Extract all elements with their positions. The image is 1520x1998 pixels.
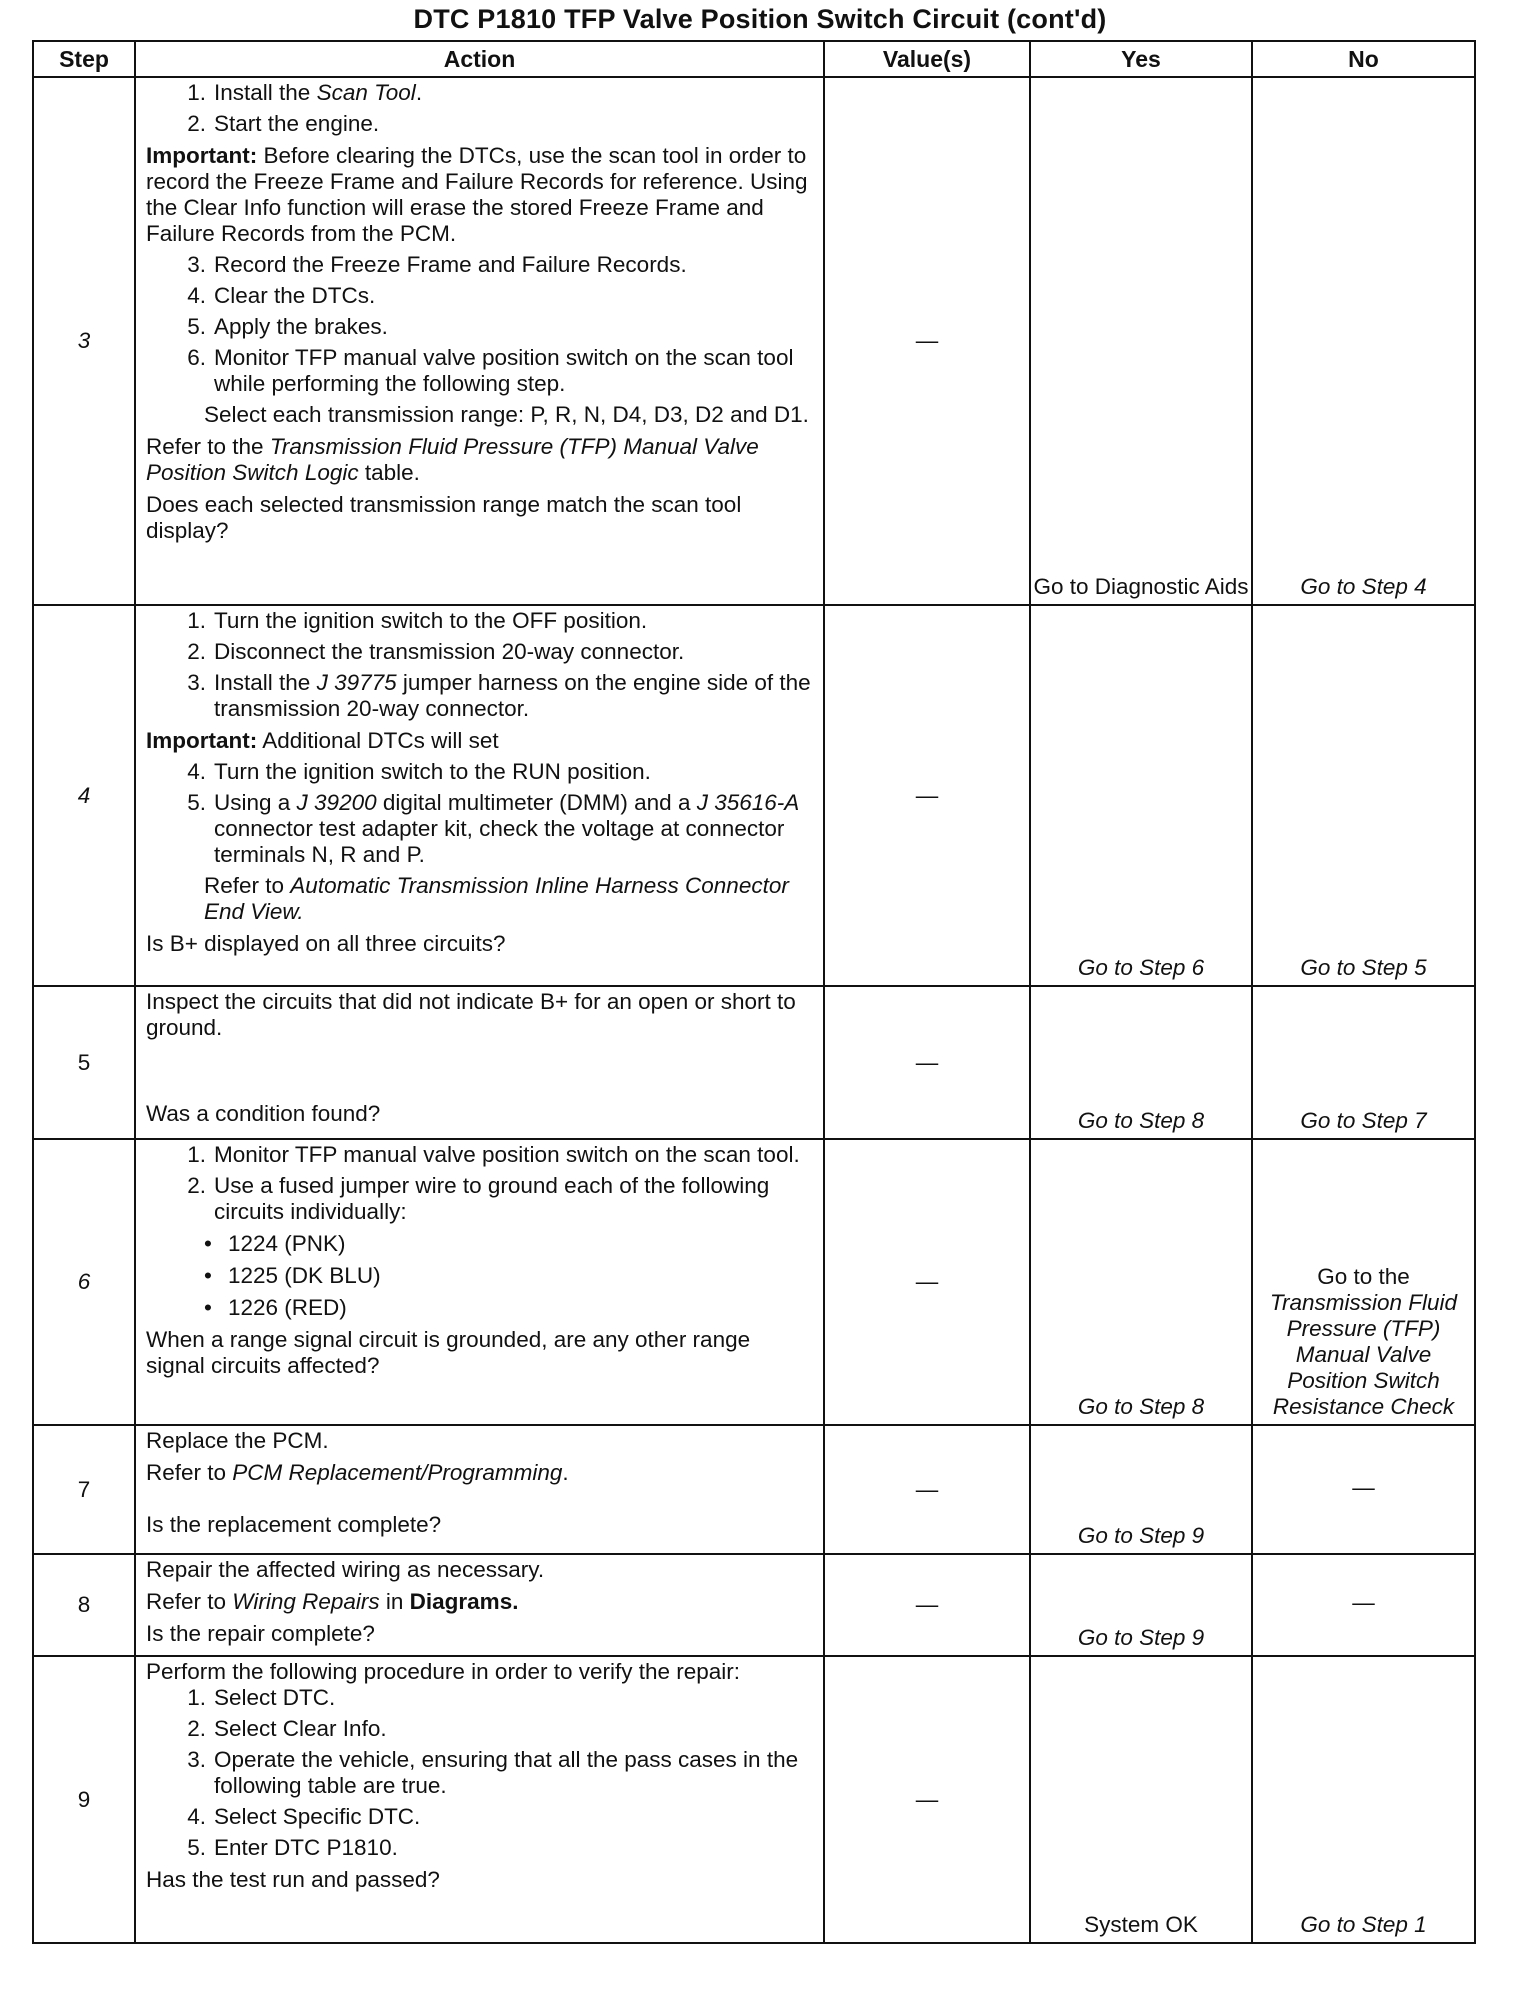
- yes-cell: Go to Step 9: [1030, 1425, 1252, 1554]
- yes-cell: Go to Diagnostic Aids: [1030, 77, 1252, 605]
- action-cell: 1. Install the Scan Tool. 2. Start the engine. Important: Before clearing the DTCs, use the scan tool in order to record the Freeze Frame and Failure Records for reference. Using the Clear Info function will erase the stored Freeze Frame and Failure Records from the PCM. 3. Record the Freeze Frame and Failure Records. 4. Clear the DTCs. 5. Apply the brakes. 6. Monitor TFP manual valve position switch on the scan tool while performing the following step. Select each transmission range: P, R, N, D4, D3, D2 and D1. Refer to the Transmission Fluid Pressure (TFP) Manual Valve Position Switch Logic table. Does each selected transmission range match the scan tool display?: [135, 77, 824, 605]
- action-cell: Perform the following procedure in order to verify the repair: 1. Select DTC. 2. Select Clear Info. 3. Operate the vehicle, ensuring that all the pass cases in the following table are true. 4. Select Specific DTC. 5. Enter DTC P1810. Has the test run and passed?: [135, 1656, 824, 1943]
- no-cell: —: [1252, 1425, 1475, 1554]
- header-action: Action: [135, 41, 824, 77]
- action-cell: Repair the affected wiring as necessary. Refer to Wiring Repairs in Diagrams. Is the repair complete?: [135, 1554, 824, 1656]
- diagnostic-table: [32, 40, 1476, 1944]
- action-cell: Inspect the circuits that did not indicate B+ for an open or short to ground. Was a condition found?: [135, 986, 824, 1139]
- list-item: • 1225 (DK BLU): [204, 1263, 381, 1288]
- header-row: [33, 41, 1475, 77]
- no-cell: Go to Step 4: [1252, 77, 1475, 605]
- value-cell: —: [824, 986, 1030, 1139]
- table-row-step-4: [33, 605, 1475, 986]
- question-text: When a range signal circuit is grounded, are any other range signal circuits affected?: [146, 1327, 751, 1378]
- step-number: 6: [33, 1139, 135, 1425]
- step-number: 4: [33, 605, 135, 986]
- no-cell: Go to Step 1: [1252, 1656, 1475, 1943]
- yes-cell: System OK: [1030, 1656, 1252, 1943]
- page-title: DTC P1810 TFP Valve Position Switch Circuit (cont'd): [413, 4, 1107, 34]
- list-item: • 1224 (PNK): [204, 1231, 346, 1256]
- value-cell: —: [824, 1425, 1030, 1554]
- question-text: Is the repair complete?: [146, 1621, 375, 1646]
- step-number: 9: [33, 1656, 135, 1943]
- yes-cell: Go to Step 8: [1030, 1139, 1252, 1425]
- action-cell: 1. Monitor TFP manual valve position switch on the scan tool. 2. Use a fused jumper wire to ground each of the following circuits individually: • 1224 (PNK) • 1225 (DK BLU) • 1226 (RED) When a range signal circuit is grounded, are any other range signal circuits affected?: [135, 1139, 824, 1425]
- no-cell: —: [1252, 1554, 1475, 1656]
- step-number: 7: [33, 1425, 135, 1554]
- no-cell: Go to Step 5: [1252, 605, 1475, 986]
- table-row-step-6: [33, 1139, 1475, 1425]
- no-cell: Go to the Transmission Fluid Pressure (TFP) Manual Valve Position Switch Resistance Check: [1252, 1139, 1475, 1425]
- yes-cell: Go to Step 6: [1030, 605, 1252, 986]
- table-row-step-5: [33, 986, 1475, 1139]
- header-yes: Yes: [1030, 41, 1252, 77]
- value-cell: —: [824, 1554, 1030, 1656]
- step-number: 8: [33, 1554, 135, 1656]
- question-text: Is B+ displayed on all three circuits?: [146, 931, 506, 956]
- yes-cell: Go to Step 8: [1030, 986, 1252, 1139]
- question-text: Has the test run and passed?: [146, 1867, 440, 1892]
- header-no: No: [1252, 41, 1475, 77]
- step-number: 3: [33, 77, 135, 605]
- table-row-step-3: [33, 77, 1475, 605]
- important-label: Important:: [146, 143, 258, 168]
- step-number: 5: [33, 986, 135, 1139]
- yes-cell: Go to Step 9: [1030, 1554, 1252, 1656]
- no-cell: Go to Step 7: [1252, 986, 1475, 1139]
- header-step: Step: [33, 41, 135, 77]
- header-values: Value(s): [824, 41, 1030, 77]
- table-row-step-9: [33, 1656, 1475, 1943]
- value-cell: —: [824, 77, 1030, 605]
- question-text: Does each selected transmission range match the scan tool display?: [146, 492, 742, 543]
- action-cell: 1. Turn the ignition switch to the OFF position. 2. Disconnect the transmission 20-way connector. 3. Install the J 39775 jumper harness on the engine side of the transmission 20-way connector. Important: Additional DTCs will set 4. Turn the ignition switch to the RUN position. 5. Using a J 39200 digital multimeter (DMM) and a J 35616-A connector test adapter kit, check the voltage at connector terminals N, R and P. Refer to Automatic Transmission Inline Harness Connector End View. Is B+ displayed on all three circuits?: [135, 605, 824, 986]
- value-cell: —: [824, 1656, 1030, 1943]
- question-text: Is the replacement complete?: [146, 1512, 442, 1537]
- list-item: • 1226 (RED): [204, 1295, 347, 1320]
- table-row-step-8: [33, 1554, 1475, 1656]
- important-label: Important:: [146, 728, 258, 753]
- value-cell: —: [824, 605, 1030, 986]
- action-cell: Replace the PCM. Refer to PCM Replacement/Programming. Is the replacement complete?: [135, 1425, 824, 1554]
- value-cell: —: [824, 1139, 1030, 1425]
- table-row-step-7: [33, 1425, 1475, 1554]
- question-text: Was a condition found?: [146, 1101, 381, 1126]
